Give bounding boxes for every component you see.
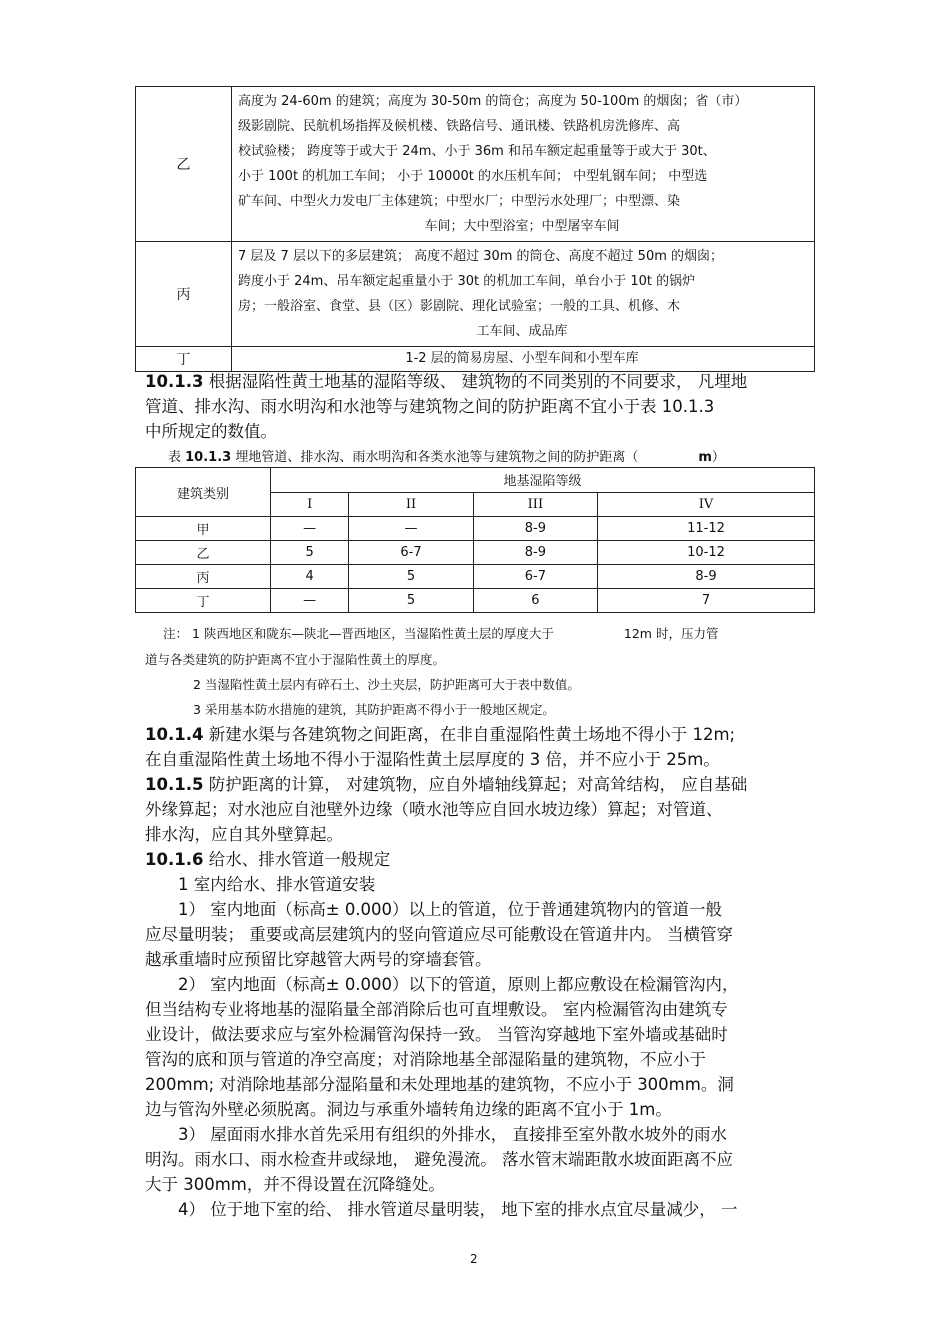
table-cell: 8-9 [473,541,597,565]
table-row [136,565,815,589]
table-cell: 10-12 [598,541,815,565]
section-number: 10.1.4 [145,725,204,744]
note-text: 12m 时，压力管 [623,626,719,641]
header-level: II [349,492,473,517]
section-text: 根据湿陷性黄土地基的湿陷等级、 建筑物的不同类别的不同要求， 凡埋地 [203,372,748,391]
category-cell: 丙 [136,242,232,347]
note-2: 2 当湿陷性黄土层内有碎石土、沙土夹层，防护距离可大于表中数值。 [193,677,580,692]
table-cell: 7 [598,589,815,613]
section-10-1-6-title [145,847,390,873]
building-category-table [135,86,815,372]
table-row [136,242,815,347]
description-cell [232,242,815,347]
description-cell [232,87,815,242]
table-caption [168,446,725,465]
paragraph-2: 200mm; 对消除地基部分湿陷量和未处理地基的建筑物，不应小于 300mm。洞 [145,1075,734,1094]
subsection-1: 1 室内给水、排水管道安装 [178,875,376,894]
table-row [136,347,815,372]
table-cell: 6-7 [473,565,597,589]
description-line: 跨度小于 24m、吊车额定起重量小于 30t 的机加工车间，单台小于 10t 的锅炉 [238,274,696,289]
section-10-1-3-line2: 管道、排水沟、雨水明沟和水池等与建筑物之间的防护距离不宜小于表 10.1.3 [145,397,715,416]
protection-distance-table [135,467,815,613]
description-line: 级影剧院、民航机场指挥及候机楼、铁路信号、通讯楼、铁路机房洗修库、高 [238,119,681,134]
row-category: 甲 [136,517,271,541]
description-line: 7 层及 7 层以下的多层建筑； 高度不超过 30m 的筒仓、高度不超过 50m 的烟囱； [238,249,724,264]
table-row [136,517,815,541]
table-cell: 6-7 [349,541,473,565]
table-cell: 8-9 [473,517,597,541]
note-1-cont: 道与各类建筑的防护距离不宜小于湿陷性黄土的厚度。 [145,652,446,667]
section-10-1-5-line1 [145,772,747,798]
description-line: 1-2 层的简易房屋、小型车间和小型车库 [405,351,639,366]
paragraph-2: 2） 室内地面（标高± 0.000）以下的管道，原则上都应敷设在检漏管沟内， [178,975,739,994]
header-category: 建筑类别 [136,468,271,517]
section-10-1-5-line3: 排水沟，应自其外壁算起。 [145,825,343,844]
table-header-row [136,468,815,493]
description-line: 高度为 24-60m 的建筑；高度为 30-50m 的筒仓；高度为 50-100m 的烟囱；省（市） [238,94,748,109]
table-cell: 11-12 [598,517,815,541]
caption-unit: m [698,450,712,465]
paragraph-2: 边与管沟外壁必须脱离。洞边与承重外墙转角边缘的距离不宜小于 1m。 [145,1100,672,1119]
row-category: 乙 [136,541,271,565]
header-level: I [271,492,349,517]
table-cell: 4 [271,565,349,589]
paragraph-1: 1） 室内地面（标高± 0.000）以上的管道，位于普通建筑物内的管道一般 [178,900,723,919]
table-cell: 5 [349,589,473,613]
caption-text: 埋地管道、排水沟、雨水明沟和各类水池等与建筑物之间的防护距离（ [231,450,639,465]
paragraph-3: 明沟。雨水口、雨水检查井或绿地， 避免漫流。 落水管末端距散水坡面距离不应 [145,1150,733,1169]
category-cell: 丁 [136,347,232,372]
caption-number: 10.1.3 [185,450,232,465]
paragraph-3: 3） 屋面雨水排水首先采用有组织的外排水， 直接排至室外散水坡外的雨水 [178,1125,727,1144]
paragraph-1: 越承重墙时应预留比穿越管大两号的穿墙套管。 [145,950,492,969]
table-row [136,589,815,613]
section-number: 10.1.3 [145,372,204,391]
section-number: 10.1.6 [145,850,204,869]
section-text: 新建水渠与各建筑物之间距离，在非自重湿陷性黄土场地不得小于 12m; [203,725,736,744]
table-cell: — [271,589,349,613]
description-line: 房；一般浴室、食堂、县（区）影剧院、理化试验室；一般的工具、机修、木 [238,299,681,314]
header-group: 地基湿陷等级 [271,468,815,493]
paragraph-3: 大于 300mm，并不得设置在沉降缝处。 [145,1175,445,1194]
table-row [136,87,815,242]
table-cell: 8-9 [598,565,815,589]
section-text: 给水、排水管道一般规定 [203,850,391,869]
table-cell: 5 [271,541,349,565]
note-1 [163,624,718,642]
paragraph-2: 管沟的底和顶与管道的净空高度；对消除地基全部湿陷量的建筑物，不应小于 [145,1050,706,1069]
caption-close: ） [711,450,725,465]
row-category: 丁 [136,589,271,613]
header-level: IV [598,492,815,517]
paragraph-4: 4） 位于地下室的给、 排水管道尽量明装， 地下室的排水点宜尽量减少， 一 [178,1200,738,1219]
description-line: 小于 100t 的机加工车间； 小于 10000t 的水压机车间； 中型轧钢车间； 中型选 [238,169,708,184]
caption-prefix: 表 [168,450,186,465]
section-10-1-3-line3: 中所规定的数值。 [145,422,277,441]
description-line: 校试验楼； 跨度等于或大于 24m、小于 36m 和吊车额定起重量等于或大于 30t、 [238,144,716,159]
table-cell: — [349,517,473,541]
section-number: 10.1.5 [145,775,204,794]
row-category: 丙 [136,565,271,589]
table-cell: — [271,517,349,541]
note-text: 注： 1 陕西地区和陇东—陕北—晋西地区，当湿陷性黄土层的厚度大于 [163,626,554,641]
table-cell: 6 [473,589,597,613]
header-level: III [473,492,597,517]
section-10-1-4-line1 [145,722,735,748]
description-line: 工车间、成品库 [476,324,568,339]
description-line: 矿车间、中型火力发电厂主体建筑；中型水厂；中型污水处理厂；中型漂、染 [238,194,681,209]
table-cell: 5 [349,565,473,589]
paragraph-1: 应尽量明装； 重要或高层建筑内的竖向管道应尽可能敷设在管道井内。 当横管穿 [145,925,733,944]
paragraph-2: 业设计，做法要求应与室外检漏管沟保持一致。 当管沟穿越地下室外墙或基础时 [145,1025,728,1044]
note-3: 3 采用基本防水措施的建筑，其防护距离不得小于一般地区规定。 [193,702,555,717]
table-row [136,541,815,565]
page-number: 2 [470,1252,478,1266]
section-10-1-4-line2: 在自重湿陷性黄土场地不得小于湿陷性黄土层厚度的 3 倍，并不应小于 25m。 [145,750,720,769]
description-cell [232,347,815,372]
description-line: 车间；大中型浴室；中型屠宰车间 [424,219,620,234]
paragraph-2: 但当结构专业将地基的湿陷量全部消除后也可直埋敷设。 室内检漏管沟由建筑专 [145,1000,728,1019]
section-10-1-5-line2: 外缘算起；对水池应自池壁外边缘（喷水池等应自回水坡边缘）算起；对管道、 [145,800,723,819]
section-text: 防护距离的计算， 对建筑物，应自外墙轴线算起；对高耸结构， 应自基础 [203,775,748,794]
section-10-1-3-line1 [145,369,747,395]
category-cell: 乙 [136,87,232,242]
